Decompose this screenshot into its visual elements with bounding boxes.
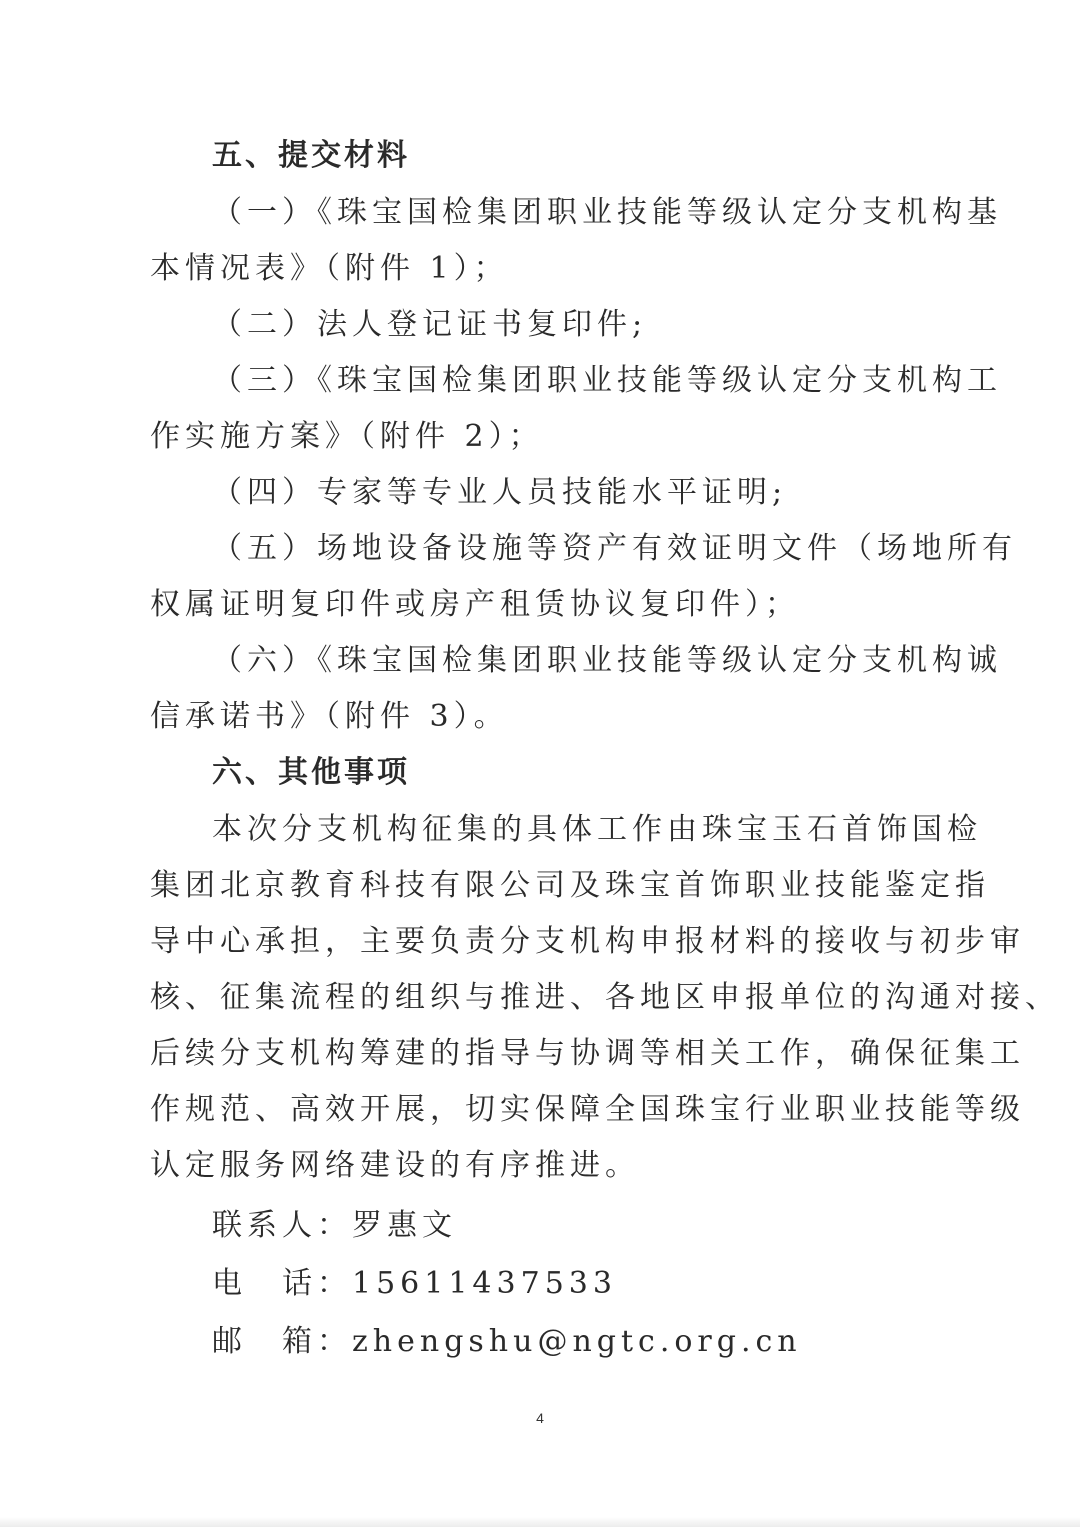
contact-phone-number: 15611437533 xyxy=(352,1266,617,1301)
list-item-6-line2: 信承诺书》（附件 3）。 xyxy=(150,699,509,734)
contact-email-address: zhengshu@ngtc.org.cn xyxy=(352,1324,802,1359)
paragraph-line-4: 核、征集流程的组织与推进、各地区申报单位的沟通对接、 xyxy=(150,980,1060,1015)
list-item-1-line2: 本情况表》（附件 1）； xyxy=(150,251,509,286)
list-item-5-line2: 权属证明复印件或房产租赁协议复印件）； xyxy=(150,587,800,622)
contact-person-name: 罗惠文 xyxy=(352,1208,457,1243)
contact-phone-label: 电 话： xyxy=(212,1266,352,1301)
section-heading-other-matters: 六、其他事项 xyxy=(212,755,410,790)
list-item-6-line1: （六）《珠宝国检集团职业技能等级认定分支机构诚 xyxy=(212,643,1002,678)
list-item-4-line1: （四）专家等专业人员技能水平证明; xyxy=(212,475,788,510)
list-item-2-line1: （二）法人登记证书复印件; xyxy=(212,307,648,342)
list-item-3-line2: 作实施方案》（附件 2）； xyxy=(150,419,544,454)
contact-phone-row xyxy=(212,1264,617,1304)
paragraph-line-2: 集团北京教育科技有限公司及珠宝首饰职业技能鉴定指 xyxy=(150,868,990,903)
paragraph-line-1: 本次分支机构征集的具体工作由珠宝玉石首饰国检 xyxy=(212,812,982,847)
section-heading-submit-materials: 五、提交材料 xyxy=(212,138,410,173)
list-item-1-line1: （一）《珠宝国检集团职业技能等级认定分支机构基 xyxy=(212,195,1002,230)
page-number: 4 xyxy=(536,1410,544,1426)
contact-email-label: 邮 箱： xyxy=(212,1324,352,1359)
paragraph-line-6: 作规范、高效开展，切实保障全国珠宝行业职业技能等级 xyxy=(150,1092,1025,1127)
contact-person-row xyxy=(212,1206,457,1246)
scan-bottom-edge xyxy=(0,1517,1080,1527)
paragraph-line-3: 导中心承担，主要负责分支机构申报材料的接收与初步审 xyxy=(150,924,1025,959)
list-item-5-line1: （五）场地设备设施等资产有效证明文件（场地所有 xyxy=(212,531,1017,566)
paragraph-line-5: 后续分支机构筹建的指导与协调等相关工作，确保征集工 xyxy=(150,1036,1025,1071)
contact-email-row xyxy=(212,1322,802,1362)
list-item-3-line1: （三）《珠宝国检集团职业技能等级认定分支机构工 xyxy=(212,363,1002,398)
paragraph-line-7: 认定服务网络建设的有序推进。 xyxy=(150,1148,640,1183)
contact-person-label: 联系人： xyxy=(212,1208,352,1243)
